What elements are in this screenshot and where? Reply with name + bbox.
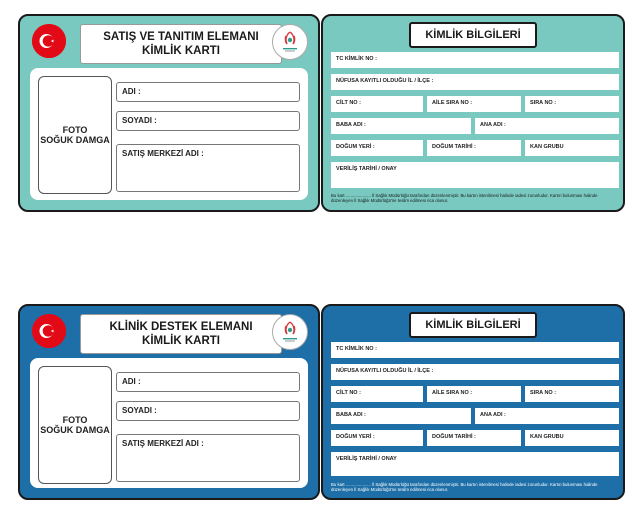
footer-line1: Bu kart ..................... İl Sağlık Müdürlüğü tarafından düzenlenmiştir. Bu kartın istenilmesi halinde iadesi zorunludur. Kartın bulunması halinde bbox=[331, 482, 598, 487]
card-front-clinical bbox=[18, 304, 320, 500]
issue-date-field: VERİLİŞ TARİHİ / ONAY bbox=[331, 452, 619, 476]
card-title-line1: SATIŞ VE TANITIM ELEMANI bbox=[103, 31, 259, 43]
photo-label: FOTO bbox=[62, 125, 88, 135]
card-title bbox=[80, 24, 282, 64]
card-back-clinical bbox=[321, 304, 625, 500]
name-label: ADI : bbox=[122, 377, 141, 386]
card-title bbox=[80, 314, 282, 354]
card-footer-note bbox=[331, 482, 617, 493]
surname-label: SOYADI : bbox=[122, 406, 157, 415]
photo-box bbox=[38, 366, 112, 484]
sales-center-field bbox=[116, 144, 300, 192]
stamp-label: SOĞUK DAMGA bbox=[40, 135, 110, 145]
birthdate-field: DOĞUM TARİHİ : bbox=[427, 140, 521, 156]
family-seq-field: AİLE SIRA NO : bbox=[427, 386, 521, 402]
mother-name-field: ANA ADI : bbox=[475, 118, 619, 134]
card-front-sales bbox=[18, 14, 320, 212]
birthplace-field: DOĞUM YERİ : bbox=[331, 140, 423, 156]
registry-field: NÜFUSA KAYITLI OLDUĞU İL / İLÇE : bbox=[331, 364, 619, 380]
volume-no-field: CİLT NO : bbox=[331, 386, 423, 402]
father-name-field: BABA ADI : bbox=[331, 118, 471, 134]
stamp-label: SOĞUK DAMGA bbox=[40, 425, 110, 435]
surname-field bbox=[116, 401, 300, 421]
turkish-flag-icon bbox=[32, 24, 66, 58]
sales-center-field bbox=[116, 434, 300, 482]
tc-id-field: TC KİMLİK NO : bbox=[331, 342, 619, 358]
footer-line2: düzenleyen İl Sağlık Müdürlüğü'ne teslim edilmesi rica olunur. bbox=[331, 198, 449, 204]
name-field bbox=[116, 82, 300, 102]
father-name-field: BABA ADI : bbox=[331, 408, 471, 424]
issue-date-field: VERİLİŞ TARİHİ / ONAY bbox=[331, 162, 619, 188]
card-title-line2: KİMLİK KARTI bbox=[142, 45, 220, 57]
seq-no-field: SIRA NO : bbox=[525, 386, 619, 402]
volume-no-field: CİLT NO : bbox=[331, 96, 423, 112]
card-title-line1: KLİNİK DESTEK ELEMANI bbox=[109, 321, 253, 333]
footer-line2: düzenleyen İl Sağlık Müdürlüğü'ne teslim edilmesi rica olunur. bbox=[331, 487, 449, 493]
photo-label: FOTO bbox=[62, 415, 88, 425]
identity-info-title: KİMLİK BİLGİLERİ bbox=[409, 312, 537, 338]
turkish-flag-icon bbox=[32, 314, 66, 348]
tc-id-field: TC KİMLİK NO : bbox=[331, 52, 619, 68]
blood-group-field: KAN GRUBU bbox=[525, 140, 619, 156]
family-seq-field: AİLE SIRA NO : bbox=[427, 96, 521, 112]
ministry-logo-icon bbox=[272, 314, 308, 350]
card-front-panel bbox=[30, 68, 308, 200]
identity-info-title: KİMLİK BİLGİLERİ bbox=[409, 22, 537, 48]
name-label: ADI : bbox=[122, 87, 141, 96]
surname-field bbox=[116, 111, 300, 131]
birthplace-field: DOĞUM YERİ : bbox=[331, 430, 423, 446]
ministry-logo-icon bbox=[272, 24, 308, 60]
photo-box bbox=[38, 76, 112, 194]
card-back-sales bbox=[321, 14, 625, 212]
surname-label: SOYADI : bbox=[122, 116, 157, 125]
mother-name-field: ANA ADI : bbox=[475, 408, 619, 424]
blood-group-field: KAN GRUBU bbox=[525, 430, 619, 446]
registry-field: NÜFUSA KAYITLI OLDUĞU İL / İLÇE : bbox=[331, 74, 619, 90]
card-footer-note bbox=[331, 193, 617, 204]
card-front-panel bbox=[30, 358, 308, 488]
seq-no-field: SIRA NO : bbox=[525, 96, 619, 112]
sales-center-label: SATIŞ MERKEZİ ADI : bbox=[122, 439, 204, 448]
footer-line1: Bu kart ..................... İl Sağlık Müdürlüğü tarafından düzenlenmiştir. Bu kartın istenilmesi halinde iadesi zorunludur. Kartın bulunması halinde bbox=[331, 193, 598, 198]
sales-center-label: SATIŞ MERKEZİ ADI : bbox=[122, 149, 204, 158]
card-title-line2: KİMLİK KARTI bbox=[142, 335, 220, 347]
name-field bbox=[116, 372, 300, 392]
birthdate-field: DOĞUM TARİHİ : bbox=[427, 430, 521, 446]
